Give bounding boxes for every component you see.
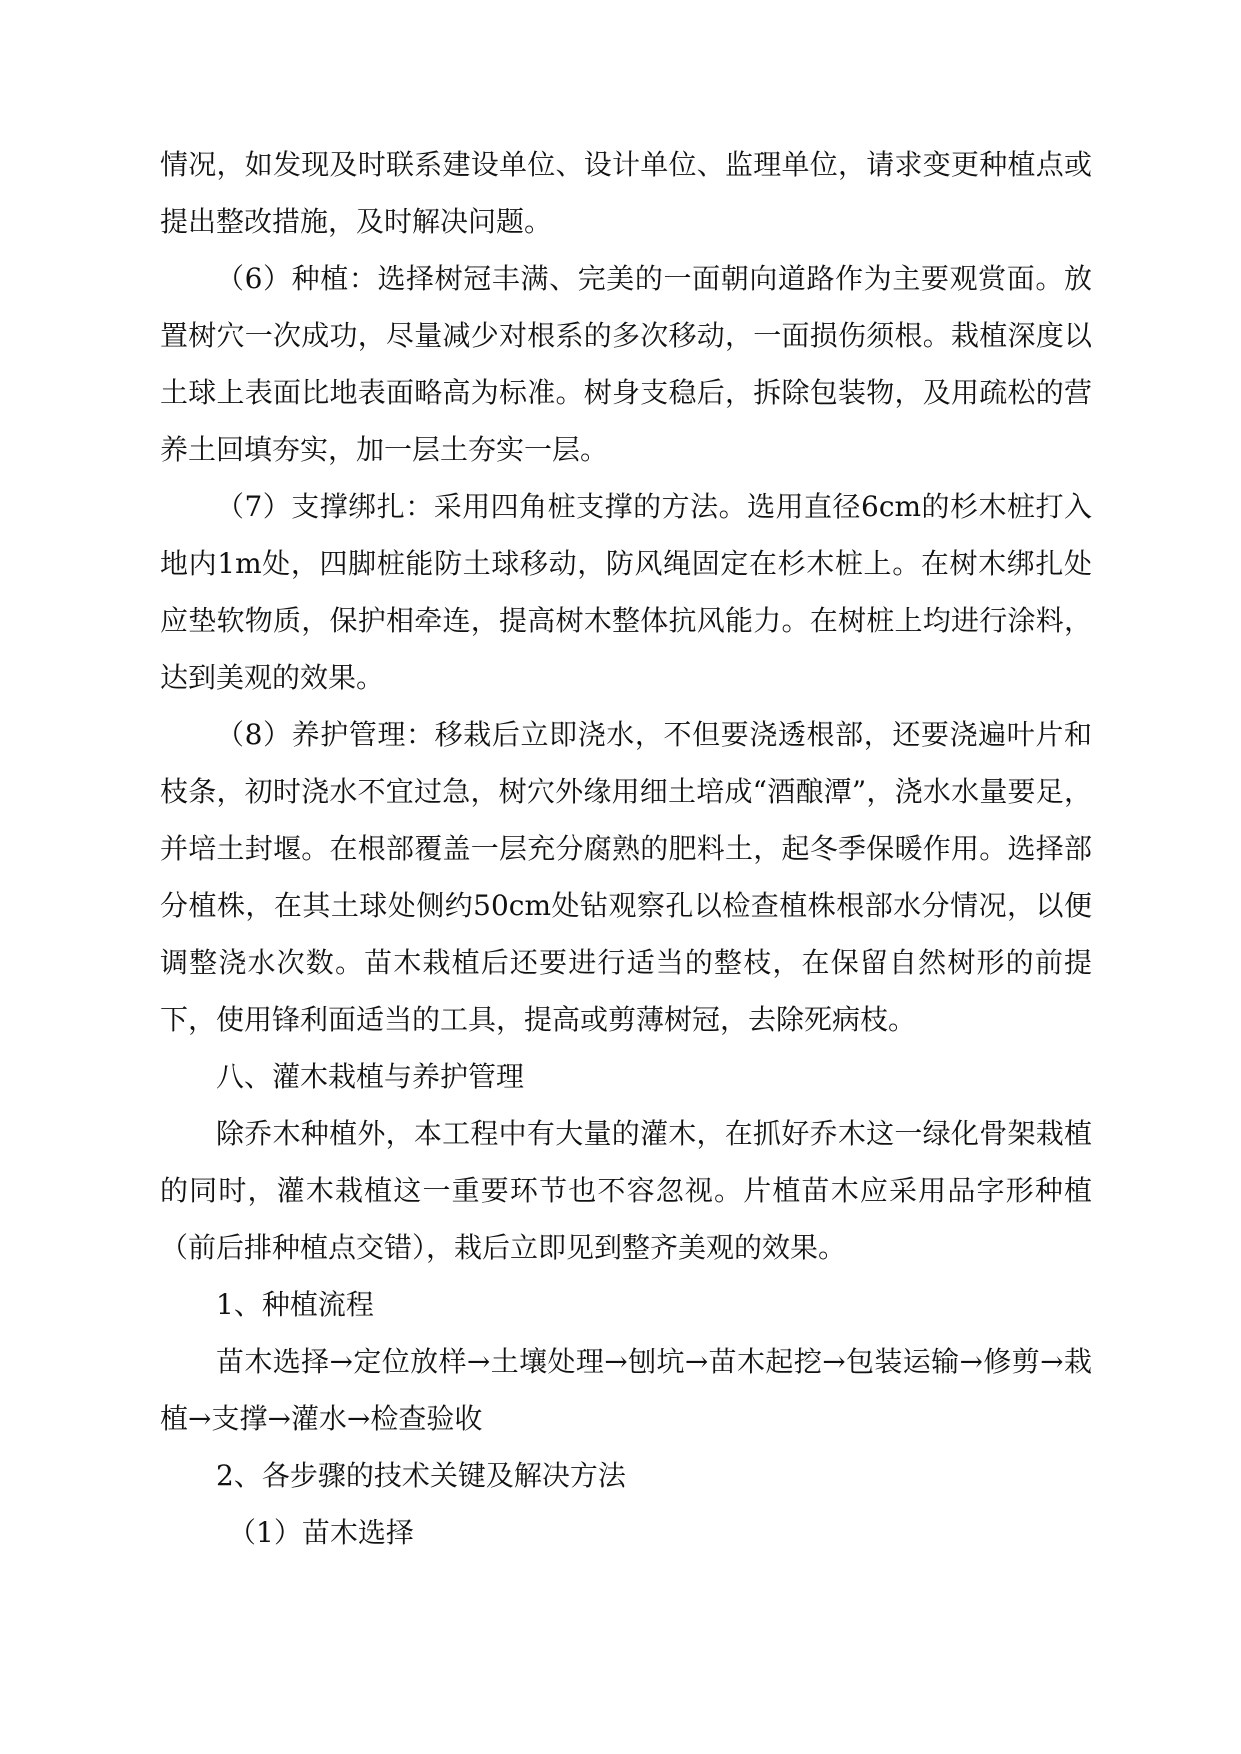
paragraph-shrubs-intro: 除乔木种植外，本工程中有大量的灌木，在抓好乔木这一绿化骨架栽植的同时，灌木栽植这一重要环节也不容忽视。片植苗木应采用品字形种植（前后排种植点交错），栽后立即见到整齐美观的效果。: [160, 1117, 1092, 1264]
subheading-seedling-selection: （1）苗木选择: [228, 1516, 414, 1549]
paragraph-support-binding: （7）支撑绑扎：采用四角桩支撑的方法。选用直径6cm的杉木桩打入地内1m处，四脚桩能防土球移动，防风绳固定在杉木桩上。在树木绑扎处应垫软物质，保护相牵连，提高树木整体抗风能力。在树桩上均进行涂料，达到美观的效果。: [160, 490, 1092, 694]
paragraph-maintenance: （8）养护管理：移栽后立即浇水，不但要浇透根部，还要浇遍叶片和枝条，初时浇水不宜过急，树穴外缘用细土培成“酒酿潭”，浇水水量要足，并培土封堰。在根部覆盖一层充分腐熟的肥料土，起冬季保暖作用。选择部分植株，在其土球处侧约50cm处钻观察孔以检查植株根部水分情况，以便调整浇水次数。苗木栽植后还要进行适当的整枝，在保留自然树形的前提下，使用锋利面适当的工具，提高或剪薄树冠，去除死病枝。: [160, 718, 1092, 1036]
subheading-planting-process: 1、种植流程: [216, 1288, 374, 1321]
document-page: [160, 136, 1092, 1561]
section-heading-shrubs: 八、灌木栽植与养护管理: [216, 1060, 525, 1093]
subheading-technical-keys: 2、各步骤的技术关键及解决方法: [216, 1459, 626, 1492]
paragraph-process-flow: 苗木选择→定位放样→土壤处理→刨坑→苗木起挖→包装运输→修剪→栽植→支撑→灌水→检查验收: [160, 1345, 1092, 1435]
paragraph-continuation: 情况，如发现及时联系建设单位、设计单位、监理单位，请求变更种植点或提出整改措施，及时解决问题。: [160, 148, 1092, 238]
paragraph-planting: （6）种植：选择树冠丰满、完美的一面朝向道路作为主要观赏面。放置树穴一次成功，尽量减少对根系的多次移动，一面损伤须根。栽植深度以土球上表面比地表面略高为标准。树身支稳后，拆除包装物，及用疏松的营养土回填夯实，加一层土夯实一层。: [160, 262, 1092, 466]
